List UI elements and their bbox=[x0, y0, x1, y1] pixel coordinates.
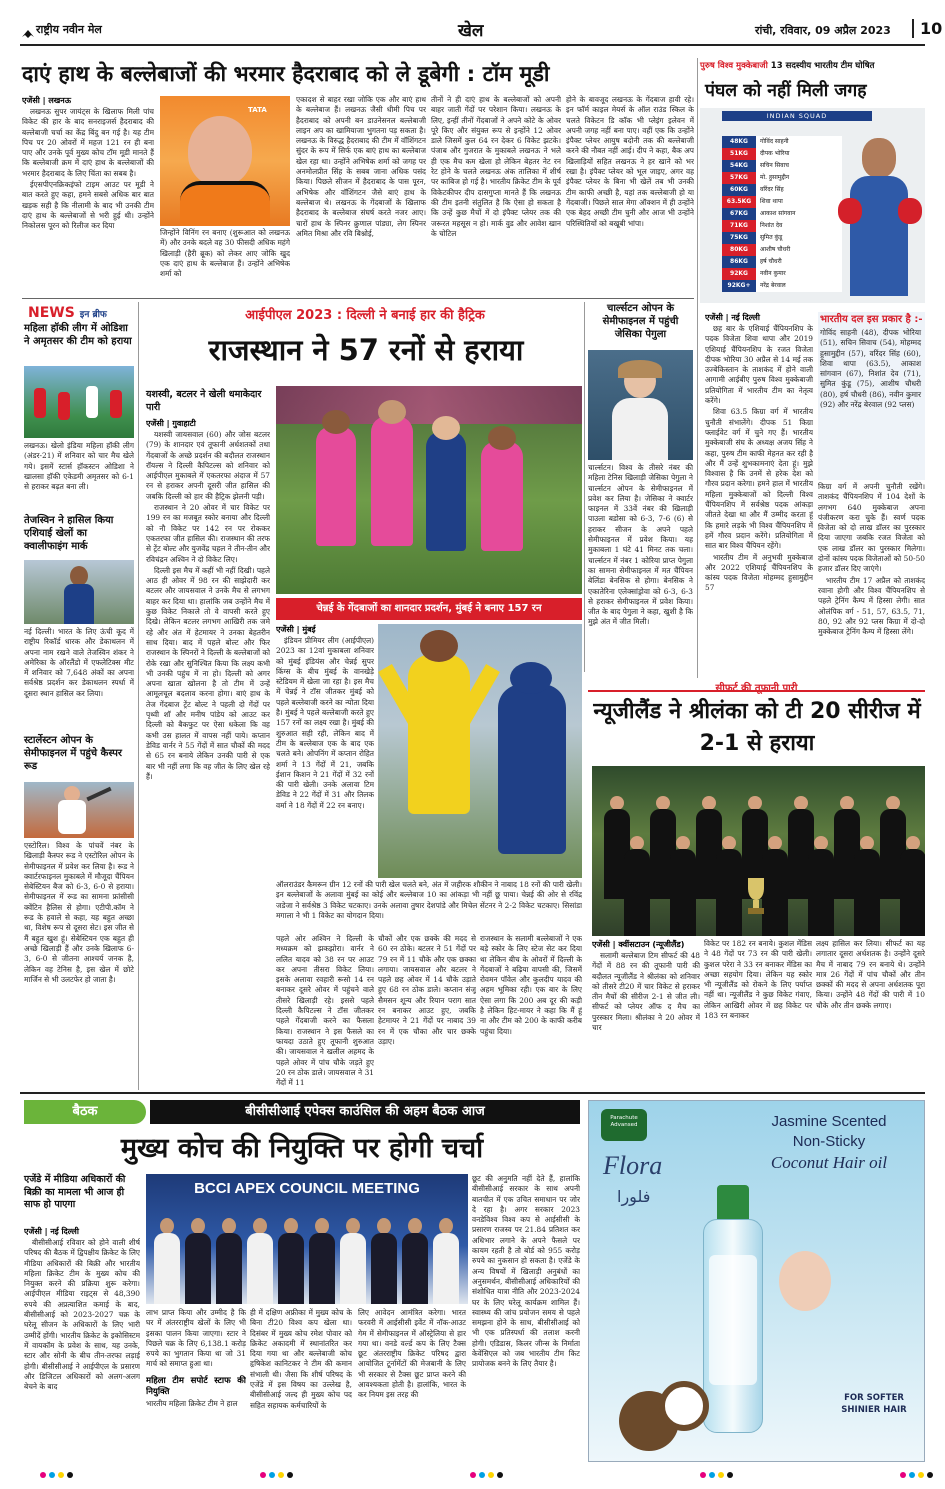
bcci-person-figure bbox=[309, 1218, 335, 1304]
lead-col-3 bbox=[296, 95, 426, 295]
flora-hair-oil-ad bbox=[588, 1100, 925, 1462]
registration-dot bbox=[709, 1472, 715, 1478]
nz-col-3 bbox=[816, 939, 925, 1089]
news-in-brief-label bbox=[28, 302, 133, 320]
woman-illustration bbox=[759, 1241, 849, 1361]
bcci-person-figure bbox=[185, 1218, 211, 1304]
page-number: 10 bbox=[912, 19, 942, 38]
boxing-text-4: किग्रा वर्ग में अपनी चुनौती रखेंगे। ताशकंद चैंपियनशिप में 104 देशों के लगभग 640 मुक्केबाज अपना पंजीकरण करा चुके हैं। स्वर्ण पदक विजेता को दो लाख डॉलर का पुरस्कार दिया जाएगा जबकि रजत विजेता को एक लाख डॉलर का पुरस्कार मिलेगा। दोनों कांस्य पदक विजेताओं को 50-50 हजार डॉलर दिए जाएंगे। bbox=[818, 482, 925, 574]
section-name: खेल bbox=[458, 21, 484, 41]
squad-row bbox=[722, 244, 842, 256]
bcci-side-title: एजेंडे में मीडिया अधिकारों की बिक्री का मामला भी आज ही साफ हो पाएगा bbox=[24, 1174, 126, 1210]
brief-2-body: नई दिल्ली। भारत के लिए ऊंची कूद में राष्ट्रीय रिकॉर्ड धारक और डेकाथलन में अपना नाम रखने वाले तेजस्विन शंकर ने अमेरिका के ऑरलैंडो में एफलेटिक्स मीट में शनिवार को 7,648 अंकों का अपना सर्वश्रेष्ठ प्रदर्शन कर डेकाथलन स्पर्धा में दूसरा स्थान हासिल कर लिया। bbox=[24, 627, 134, 698]
nz-text-1: सलामी बल्लेबाज टिम सीफर्ट की 48 गेंदों में 88 रन की तूफानी पारी की बदौलत न्यूजीलैंड ने श्रीलंका को शनिवार को तीसरे टी20 में चार विकेट से हराकर तीन मैचों की सीरीज 2-1 से जीत ली। सीफर्ट को प्लेयर ऑफ द मैच का पुरस्कार मिला। श्रीलंका ने 20 ओवर में चार bbox=[592, 951, 700, 1033]
squad-name: शिवा थापा bbox=[756, 196, 842, 208]
registration-dot bbox=[40, 1472, 46, 1478]
ad-line-1: Jasmine Scented bbox=[771, 1113, 887, 1130]
nz-col-2 bbox=[704, 939, 812, 1089]
boxing-col-1 bbox=[705, 312, 813, 672]
registration-dot bbox=[918, 1472, 924, 1478]
coconut-illustration bbox=[619, 1371, 709, 1451]
bcci-people bbox=[146, 1174, 468, 1304]
squad-name: निशांत देव bbox=[756, 220, 842, 232]
squad-weight: 57KG bbox=[722, 172, 756, 184]
lead-text-2: जिन्होंने विनिंग रन बनाए (शुरूआत को लखनऊ में) और उनके बदले वह 30 फीसदी अधिक महंगे खिलाड़ी (हैरी ब्रूक) को लेकर आए जोकि खुद एक दाएं हाथ के बल्लेबाज हैं। उन्होंने अभिषेक शर्मा को bbox=[160, 228, 290, 279]
charleston-headline: चार्ल्सटन ओपन के सेमीफाइनल में पहुंची जेसिका पेगुला bbox=[602, 303, 679, 340]
squad-name: दीपक भोरिया bbox=[756, 148, 842, 160]
bcci-person-figure bbox=[216, 1218, 242, 1304]
bcci-person-figure bbox=[371, 1218, 397, 1304]
bcci-text-2: लाभ प्राप्त किया और उम्मीद है कि घर में अंतरराष्ट्रीय खेलों के लिए भी इसका पालन किया जाएगा। स्टार ने पिछले चक्र के लिए 6,138.1 करोड़ रुपये का भुगतान किया था जो 31 मार्च को समाप्त हुआ था। bbox=[146, 1308, 246, 1369]
squad-weight: 54KG bbox=[722, 160, 756, 172]
mumbai-text-1: इंडियन प्रीमियर लीग (आईपीएल) 2023 का 12वां मुकाबला शनिवार को मुंबई इंडियंस और चेन्नई सुपर किंग्स के बीच मुंबई के वानखेड़े स्टेडियम में खेला जा रहा है। इस मैच में चेन्नई ने टॉस जीतकर मुंबई को पहले बल्लेबाजी करने का न्योता दिया है। मुंबई ने पहले बल्लेबाजी करते हुए 157 रनों का लक्ष्य रखा है। मुंबई की शुरुआत सही रही, लेकिन बाद में टीम के बल्लेबाज एक के बाद एक चलते बने। ओपनिंग में कप्तान रोहित शर्मा ने 13 गेंदों में 21, जबकि ईशान किशन ने 21 गेंदों में 32 रनों की पारी खेली। उनके अलावा टिम डेविड ने 22 गेंदों में 31 और तिलक वर्मा ने 18 गेंदों में 22 रन बनाए। bbox=[276, 636, 374, 810]
nz-text-3: लक्ष्य हासिल कर लिया। सीफर्ट का यह लगातार दूसरा अर्धशतक है। उन्होंने दूसरे मैच में नाबाद 79 रन बनाये थे। उन्होंने मात्र 26 गेंदों में पांच चौकों और तीन छक्कों की मदद से अपना अर्धशतक पूरा किया। उन्होंने 48 गेंदों की पारी में 10 चौके और तीन छक्के लगाए। bbox=[816, 939, 925, 1010]
lead-divider bbox=[22, 298, 694, 299]
squad-row bbox=[722, 268, 842, 280]
nz-kicker: सीफर्ट की तूफानी पारी bbox=[715, 683, 798, 694]
lead-headline: दाएं हाथ के बल्लेबाजों की भरमार हैदराबाद को ले डूबेगी : टॉम मूडी bbox=[22, 62, 550, 87]
squad-row bbox=[722, 148, 842, 160]
boxing-label-row bbox=[700, 60, 925, 74]
nz-text-2: विकेट पर 182 रन बनाये। कुशल मेंडिस ने 48 गेंदों पर 73 रन की पारी खेली। कुशल परेरा ने 33 रन बनाकर मेंडिस का अच्छा सहयोग दिया। लेकिन यह स्कोर भी न्यूजीलैंड को रोकने के लिए पर्याप्त नहीं था। न्यूजीलैंड ने कुछ विकेट गंवाए, लेकिन आखिरी ओवर में छह विकेट पर 183 रन बनाकर bbox=[704, 939, 812, 1021]
ipl-text-3: चौकों और एक छक्के की मदद से 60 रन ठोके। बटलर ने 51 गेंदों पर 79 रन में 11 चौके और एक छक्का लगाया। जायसवाल और बटलर ने पहले छह ओवर में 14 चौके उड़ाते हुए 68 रन ठोक डाले। कप्तान संजू सैमसन शून्य और रियान पराग सात रन बनाकर आउट हुए, जबकि हेटमायर ने 21 गेंदों पर नाबाद 39 रन में एक चौका और चार छक्के उड़ाए। bbox=[378, 934, 476, 1046]
nz-player-figure bbox=[714, 836, 744, 936]
nz-kicker-bar bbox=[588, 676, 925, 692]
bcci-person-figure bbox=[433, 1218, 459, 1304]
squad-row bbox=[722, 220, 842, 232]
squad-name: नरेंद्र बेरवाल bbox=[756, 280, 842, 292]
nz-player-figure bbox=[668, 836, 698, 936]
mumbai-banner bbox=[276, 598, 582, 620]
registration-dot bbox=[727, 1472, 733, 1478]
lead-col-5 bbox=[566, 95, 694, 295]
bcci-photo-caption: BCCI APEX COUNCIL MEETING bbox=[194, 1180, 420, 1197]
bcci-kicker-text: बीसीसीआई एपेक्स काउंसिल की अहम बैठक आज bbox=[245, 1104, 485, 1119]
dateline: रांची, रविवार, 09 अप्रैल 2023 bbox=[755, 24, 891, 37]
registration-dot bbox=[909, 1472, 915, 1478]
bcci-kicker bbox=[150, 1100, 580, 1124]
ipl-text-1: यशस्वी जायसवाल (60) और जोस बटलर (79) के शानदार एवं तूफानी अर्धशतकों तथा गेंदबाजों के अच्छे प्रदर्शन की बदौलत राजस्थान रॉयल्स ने दिल्ली कैपिटल्स को शनिवार को आईपीएल मुकाबले में एकतरफा अंदाज में 57 रन से हराकर अपनी दूसरी जीत हासिल की जबकि दिल्ली को हार की हैट्रिक झेलनी पड़ी। bbox=[146, 430, 270, 501]
parachute-logo bbox=[601, 1109, 647, 1141]
squad-name: मो. हुसामुद्दीन bbox=[756, 172, 842, 184]
registration-dot bbox=[67, 1472, 73, 1478]
mumbai-text-3: राजस्थान के सलामी बल्लेबाजों ने एक बड़े स्कोर के लिए स्टेज सेट कर दिया था लेकिन बीच के ओवरों में दिल्ली के गेंदबाजों ने बढ़िया वापसी की, जिसमें रोवमन पॉवेल और कुलदीप यादव की अहम भूमिका रही। एक बार के लिए ऐसा लगा कि 200 अब दूर की कड़ी है लेकिन हिट-मायर ने कहा कि मैं हूं ना और टीम को 200 के काफी करीब पहुंचा दिया। bbox=[480, 934, 582, 1036]
squad-weight: 48KG bbox=[722, 136, 756, 148]
squad-row bbox=[722, 256, 842, 268]
squad-weight: 51KG bbox=[722, 148, 756, 160]
news-label: NEWS bbox=[28, 305, 75, 321]
squad-row bbox=[722, 136, 842, 148]
ad-brand: Flora bbox=[603, 1151, 663, 1180]
nz-player-figure bbox=[806, 836, 836, 936]
ipl-col-1 bbox=[146, 418, 270, 1108]
ad-tagline-1: FOR SOFTER bbox=[844, 1393, 904, 1403]
registration-dot bbox=[269, 1472, 275, 1478]
bcci-person-figure bbox=[340, 1218, 366, 1304]
registration-dot bbox=[479, 1472, 485, 1478]
nz-byline: एजेंसी | क्वींसटाउन (न्यूजीलैंड) bbox=[592, 940, 685, 949]
pegula-photo bbox=[588, 350, 693, 460]
nz-headline: न्यूजीलैंड ने श्रीलंका को टी 20 सीरीज में 2-1 से हराया bbox=[593, 699, 921, 756]
squad-row bbox=[722, 280, 842, 292]
bcci-text-5: छूट की अनुमति नहीं देते हैं, हालांकि बीसीसीआई सरकार के साथ अपनी बातचीत में एक उचित समाधान पर जोर दे रहा है। अगर सरकार 2023 वनडेविश्व विश्व कप से आईसीसी के प्रसारण राजस्व पर 21.84 प्रतिशत कर अधिभार लगाने के अपने फैसले पर कायम रहती है तो बोर्ड को 955 करोड़ रुपये का नुकसान हो सकता है। एजेंडे के अन्य विषयों में खिलाड़ी अनुबंधों का अनुसमर्थन, बीसीसीआई अधिकारियों की संशोधित यात्रा नीति और 2023-2024 घर के लिए घरेलू कार्यक्रम शामिल हैं। स्वास्थ्य की जांच प्रयोजन समय से पहले समझना होने के साथ, बीसीसीआई को भी एक प्रतिस्पर्धा की तलाश करनी होगी। एडिडास, किलर जीन्स के निर्माता केवेंसिएल को जब भारतीय टीम किट प्रायोजक बनने के लिए तैयार है। bbox=[472, 1174, 580, 1369]
ad-line-2: Non-Sticky bbox=[792, 1133, 866, 1150]
registration-dot bbox=[927, 1472, 933, 1478]
bcci-byline: एजेंसी | नई दिल्ली bbox=[24, 1227, 79, 1236]
boxing-text-1: छह बार के एशियाई चैंपियनशिप के पदक विजेता शिवा थापा और 2019 एशियाई चैंपियनशिप के रजत विजेता दीपक भोरिया 30 अप्रैल से 14 मई तक उज्बेकिस्तान के ताशकंद में होने वाली आगामी आईबीए पुरुष विश्व मुक्केबाजी प्रतियोगिता में भारतीय टीम का नेतृत्व करेंगे। bbox=[705, 324, 813, 406]
nz-player-figure bbox=[898, 836, 925, 936]
paper-name: राष्ट्रीय नवीन मेल bbox=[36, 23, 102, 36]
squad-row bbox=[722, 232, 842, 244]
bcci-tag bbox=[24, 1100, 146, 1124]
boxing-team-box bbox=[818, 312, 925, 480]
squad-row bbox=[722, 184, 842, 196]
ipl-text-1b: राजस्थान ने 20 ओवर में चार विकेट पर 199 रन का मजबूत स्कोर बनाया और दिल्ली को नौ विकेट पर 142 रन पर रोककर एकतरफा जीत हासिल की। राजस्थान की तरफ से ट्रेंट बोल्ट और युजवेंद्र चहल ने तीन-तीन और रविचंद्रन अश्विन ने दो विकेट लिए। bbox=[146, 503, 270, 564]
registration-dot bbox=[287, 1472, 293, 1478]
squad-title: INDIAN SQUAD bbox=[722, 111, 872, 121]
squad-row bbox=[722, 196, 842, 208]
squad-weight: 92KG bbox=[722, 268, 756, 280]
registration-dot bbox=[900, 1472, 906, 1478]
ipl-col-3 bbox=[378, 934, 476, 1110]
bcci-text-4: लिए आवेदन आमंत्रित करेगा। भारत फरवरी में आईसीसी इवेंट में नॉक-आउट गेम में सेमीफाइनल में ऑस्ट्रेलिया से हार गया था। वनडे वर्ल्ड कप के लिए टैक्स छूट अंतरराष्ट्रीय क्रिकेट परिषद द्वारा आयोजित टूर्नामेंटों की मेजबानी के लिए भी सरकार से टैक्स छूट प्राप्त करने की आवश्यकता होती है। हालांकि, भारत के कर नियम इस तरह की bbox=[358, 1308, 466, 1400]
bcci-sub-title: महिला टीम सपोर्ट स्टाफ की नियुक्ति bbox=[146, 1375, 246, 1397]
registration-dot bbox=[718, 1472, 724, 1478]
rajasthan-celebration-photo bbox=[276, 386, 582, 594]
lead-text-1: लखनऊ सुपर जायंट्स के खिलाफ मिली पांच विकेट की हार के बाद सनराइजर्स हैदराबाद की बल्लेबाजी चर्चा का केंद्र बिंदु बन गई है। यह टीम पिच पर 20 ओवरों में महज 121 रन ही बना पाए और उनके पूर्व मुख्य कोच टॉम मूडी मानते हैं कि बल्लेबाजी क्रम में दाएं हाथ के बल्लेबाजों की भरमार हैदराबाद के लिए चिंता का सबब है। bbox=[22, 107, 154, 178]
parachute-logo-text: Parachute Advansed bbox=[610, 1115, 638, 1128]
boxing-label: पुरुष विश्व मुक्केबाजी bbox=[700, 61, 768, 71]
boxing-team-title: भारतीय दल इस प्रकार है :- bbox=[820, 314, 923, 325]
squad-name: गोविंद साहनी bbox=[756, 136, 842, 148]
bcci-text-3: ही में दक्षिण अफ्रीका में मुख्य कोच के बिना टी20 विश्व कप खेला था। दिसंबर में मुख्य कोच रमेश पोवार को क्रिकेट अकादमी में स्थानांतरित कर दिया गया था और बल्लेबाजी कोच हृषिकेश कानिटकर ने टीम की कमान संभाली थी। जैसा कि शीर्ष परिषद के एजेंडे में इस विषय का उल्लेख है, बीसीसीआई जल्द ही मुख्य कोच पद सहित सहायक कर्मचारियों के bbox=[250, 1308, 352, 1410]
ipl-col-2 bbox=[276, 934, 374, 1110]
squad-name: नवीन कुमार bbox=[756, 268, 842, 280]
boxing-byline: एजेंसी | नई दिल्ली bbox=[705, 313, 760, 322]
bcci-person-figure bbox=[154, 1218, 180, 1304]
bcci-person-figure bbox=[247, 1218, 273, 1304]
boxing-text-3: भारतीय टीम में अनुभवी मुक्केबाज और 2022 एशियाई चैंपियनशिप के कांस्य पदक विजेता मोहम्मद हुसामुद्दीन 57 bbox=[705, 552, 813, 593]
tejaswin-photo bbox=[24, 560, 134, 624]
mumbai-col-3 bbox=[480, 934, 582, 1110]
squad-weight: 80KG bbox=[722, 244, 756, 256]
paper-logo-icon bbox=[22, 24, 34, 34]
tom-moody-photo: TATA bbox=[160, 96, 290, 226]
lead-text-1b: ईएसपीएनक्रिकइंफो टाइम आउट पर मूडी ने बात करते हुए कहा, हमने सबसे अधिक बार बात खड़क सही है कि नीलामी के बाद भी उनकी टीम दाएं हाथ के बल्लेबाजों से भरी हुई थी। उन्होंने निकोलस पूरन को रिलीज कर दिया bbox=[22, 180, 154, 231]
lead-text-4: तीनों ने ही दाएं हाथ के बल्लेबाजों को अपनी बाहर जाती गेंदों पर परेशान किया। लखनऊ के लिए, इन्हीं तीनों गेंदबाजों ने अपने कोटे के ओवर पूरे किए और संयुक्त रूप से इन्होंने 12 ओवर डाले जिसमें कुल 64 रन देकर 6 विकेट झटके। पंजाब और गुजरात के मुकाबले लखनऊ ने भले ही एक मैच कम खेला हो लेकिन बेहतर नेट रन रेट होने के चलते लखनऊ अंक तालिका में शीर्ष पर काबिज हो गई है। भारतीय क्रिकेट टीम के पूर्व विकेटकीपर दीप दासगुप्ता मानते हैं कि लखनऊ की टीम इतनी संतुलित है कि ऐसा हो सकता है कि उन्हें कुछ मैचों में दो इंपैक्ट प्लेयर तक की जरूरत महसूस न हो। मार्क वुड और आवेश खान के चोटिल bbox=[431, 95, 561, 238]
lead-byline: एजेंसी | लखनऊ bbox=[22, 96, 72, 105]
trophy-icon bbox=[742, 876, 770, 916]
squad-weight: 71KG bbox=[722, 220, 756, 232]
registration-dot bbox=[260, 1472, 266, 1478]
squad-list bbox=[722, 136, 842, 292]
mumbai-wide-text: ऑलराउंडर कैमरून ग्रीन 12 रनों की पारी खेल चलते बने, अंत में जहीरक शौकीन ने नाबाद 18 रनों की पारी खेली। इन बल्लेबाजों के अलावा मुंबई का कोई और बल्लेबाज 10 का आंकड़ा भी नहीं छू पाया। चेन्नई की ओर से रविंद्र जडेजा ने सर्वश्रेष्ठ 3 विकेट चटकाए। उनके अलावा तुषार देशपांडे और मिचेल सेंटनर ने 2-2 विकेट चटकाए। सिसांडा मगाला ने भी 1 विकेट का योगदान दिया। bbox=[276, 880, 582, 920]
squad-name: आकाश सांगवान bbox=[756, 208, 842, 220]
boxing-vertical-rule bbox=[697, 58, 698, 678]
lead-col-4 bbox=[431, 95, 561, 295]
brief-2-title: तेजस्विन ने हासिल किया एशियाई खेलों का क्वालीफाइंग मार्क bbox=[24, 515, 114, 552]
nz-team-photo bbox=[592, 766, 925, 936]
ipl-kicker bbox=[150, 304, 580, 324]
boxing-team-list: गोविंद साहनी (48), दीपक भोरिया (51), सचिन सिवाच (54), मोहम्मद हुसामुद्दीन (57), वरिंदर सिंह (60), शिवा थापा (63.5), आकाश सांगवान (67), निशांत देव (71), सुमित कुंडू (75), आशीष चौधरी (80), हर्ष चौधरी (86), नवीन कुमार (92) और नरेंद्र बेरवाल (92 प्लस) bbox=[820, 328, 921, 410]
bcci-col-5 bbox=[472, 1174, 580, 1462]
squad-row bbox=[722, 160, 842, 172]
nz-col-1 bbox=[592, 939, 700, 1089]
indian-squad-graphic bbox=[700, 108, 925, 303]
ad-line-3: Coconut Hair oil bbox=[770, 1153, 888, 1172]
brief-3-title: स्टार्लेस्टन ओपन के सेमीफाइनल में पहुंचे कैस्पर रूड bbox=[24, 735, 122, 772]
ipl-byline: एजेंसी | गुवाहाटी bbox=[146, 419, 196, 428]
squad-name: सुमित कुंडू bbox=[756, 232, 842, 244]
registration-dot bbox=[58, 1472, 64, 1478]
squad-name: आशीष चौधरी bbox=[756, 244, 842, 256]
boxer-photo bbox=[840, 138, 920, 298]
registration-dot bbox=[488, 1472, 494, 1478]
squad-name: सचिन सिवाच bbox=[756, 160, 842, 172]
registration-dot bbox=[49, 1472, 55, 1478]
ipl-kicker-text: आईपीएल 2023 : दिल्ली ने बनाई हार की हैट्रिक bbox=[245, 308, 485, 323]
bcci-col-4 bbox=[358, 1308, 466, 1462]
ipl-headline: राजस्थान ने 57 रनों से हराया bbox=[208, 333, 524, 367]
squad-weight: 67KG bbox=[722, 208, 756, 220]
nz-player-figure bbox=[852, 836, 882, 936]
mumbai-chennai-photo bbox=[378, 624, 582, 878]
squad-row bbox=[722, 172, 842, 184]
brief-3-body: एस्टोरिल। विश्व के पांचवें नंबर के खिलाड़ी कैस्पर रूड ने एस्टोरिल ओपन के सेमीफाइनल में प्रवेश कर लिया है। रूड ने क्वार्टरफाइनल मुकाबले में मौजूदा चैंपियन सेबेस्टियन बैज को 6-3, 6-0 से हराया। सेमीफाइनल में रूड का सामना फ्रांसीसी क्वेंटिन हैलिस से होगा। एटीपी.कॉम ने रूड के हवाले से कहा, यह बहुत अच्छा था, विशेष रूप से दूसरा सेट। इस जीत से मैं बहुत खुश हूं। सेबेस्टियन एक बहुत ही अच्छे खिलाड़ी हैं और उनके खिलाफ 6-3, 6-0 से जीतना आश्चर्य जनक है, लेकिन वह टेनिस है, इस खेल में छोटे मार्जिन से भी उलटफेर हो जाता है। bbox=[24, 841, 134, 984]
registration-dot bbox=[278, 1472, 284, 1478]
bcci-meeting-photo bbox=[146, 1174, 468, 1304]
boxing-text-2: शिवा 63.5 किग्रा वर्ग में भारतीय चुनौती संभालेंगे। दीपक 51 किग्रा फ्लाईवेट वर्ग में चुने गए हैं। भारतीय मुक्केबाजी संघ के अध्यक्ष अजय सिंह ने कहा, पुरुष टीम काफी मेहनत कर रही है और मैं उन्हें शुभकामनाएं देता हूं। मुझे विश्वास है कि उनमें से हरेक देश को गौरव प्रदान करेगा। हमने हाल में भारतीय महिला मुक्केबाजों को दिल्ली विश्व चैंपियनशिप में सर्वश्रेष्ठ पदक आंकड़ा जीतते देखा था और मैं उम्मीद करता हूं कि हमारे लड़के भी विश्व चैंपियनशिप में हमें गौरव प्रदान करेंगे। प्रतियोगिता में सात बार विश्व चैंपियन रहेंगे। bbox=[705, 407, 813, 551]
registration-dot bbox=[470, 1472, 476, 1478]
boxing-headline: पंघल को नहीं मिली जगह bbox=[705, 81, 867, 101]
ipl-text-1c: दिल्ली इस मैच में कहीं भी नहीं दिखी। पहले आठ ही ओवर में 98 रन की साझेदारी कर बटलर और जायसवाल ने उनके मैच से लगभग बाहर कर दिया था। हालांकि जब उन्होंने मैच में कुछ विकेट निकाले तो वे वापसी करते हुए दिखे। लेकिन बटलर लगभग आखिरी तक जमे रहे और अंत में हेटमायर ने उनका बेहतरीन साथ दिया। बाद में पहले बोल्ट और फिर राजस्थान के स्पिनरों ने दिल्ली के बल्लेबाजों को रोके रखा और सुनिश्चित किया कि लक्ष्य कभी भी उनकी पहुंच में ना हो। दिल्ली को अगर अपना खाता खोलना है तो टीम में उन्हें आमूलचूल बदलाव करना होगा। बाएं हाथ के तेज गेंदबाज ट्रेंट बोल्ट ने पहली दो गेंदों पर पृथ्वी शॉ और मनीष पांडेय को आउट कर दिल्ली को बैकफुट पर ऐसा धकेला कि वह कभी उस हालत में वापस नहीं पाये। कप्तान डेविड वार्नर ने 55 गेंदों में सात चौकों की मदद से 65 रन बनाये लेकिन उनकी पारी से एक बार भी नहीं लगा कि वह जीत के लिए खेल रहे हैं। bbox=[146, 565, 270, 781]
casper-ruud-photo bbox=[24, 782, 134, 838]
bcci-headline: मुख्य कोच की नियुक्ति पर होगी चर्चा bbox=[120, 1133, 484, 1164]
registration-dot bbox=[700, 1472, 706, 1478]
squad-weight: 60KG bbox=[722, 184, 756, 196]
boxing-text-5: भारतीय टीम 17 अप्रैल को ताशकंद रवाना होगी और विश्व चैंपियनशिप से पहले ट्रेनिंग कैम्प में हिस्सा लेगी। सात ओलंपिक वर्ग - 51, 57, 63.5, 71, 80, 92 और 92 प्लस किग्रा में दो-दो मुक्केबाज ट्रेनिंग कैम्प में हिस्सा लेंगे। bbox=[818, 575, 925, 637]
ad-brand-urdu: فلورا bbox=[617, 1187, 651, 1206]
charleston-vertical-rule bbox=[584, 302, 585, 672]
brief-label: इन ब्रीफ bbox=[79, 310, 107, 320]
bcci-person-figure bbox=[278, 1218, 304, 1304]
ad-tagline-2: SHINIER HAIR bbox=[841, 1405, 907, 1415]
section-divider bbox=[20, 1092, 925, 1094]
squad-weight: 86KG bbox=[722, 256, 756, 268]
mumbai-banner-text: चेन्नई के गेंदबाजों का शानदार प्रदर्शन, मुंबई ने बनाए 157 रन bbox=[316, 603, 542, 614]
bcci-col-1 bbox=[24, 1226, 140, 1462]
ipl-text-2: पहले ओर अश्विन ने दिल्ली के मध्यक्रम को झकझोरा। वार्नर ने ललित यादव को 38 रन पर आउट कर अपना तीसरा विकेट लिया। इसके अलावा रवहारी रूसो 14 रन बनाकर दूसरे ओवर में पहुंचने वाले तीसरे खिलाड़ी रहे। इससे पहले दिल्ली कैपिटल्स ने टॉस जीतकर पहले गेंदबाजी करने का फैसला किया। राजस्थान ने इस फैसले का फायदा उठाते हुए तूफानी शुरुआत की। जायसवाल ने खलील अहमद के पहले ओवर में पांच चौके जड़ते हुए 20 रन ठोक डाले। जायसवाल ने 31 गेंदों में 11 bbox=[276, 934, 374, 1088]
squad-weight: 63.5KG bbox=[722, 196, 756, 208]
squad-row bbox=[722, 208, 842, 220]
bcci-person-figure bbox=[402, 1218, 428, 1304]
bcci-col-2 bbox=[146, 1308, 246, 1462]
lead-col-2 bbox=[160, 228, 290, 296]
hockey-photo bbox=[24, 366, 134, 438]
boxing-col-2 bbox=[818, 482, 925, 672]
lead-text-3: एकादश से बाहर रखा जोकि एक और बाएं हाथ के बल्लेबाज हैं। लखनऊ जैसी धीमी पिच पर हैदराबाद को अपनी बन डाउनेसनल बल्लेबाजी लाइन अप का खामियाजा भुगतना पड़ सकता है। लखनऊ के विरुद्ध हैदराबाद की टीम में वॉशिंगटन सुंदर के रूप में सिर्फ एक बाएं हाथ का बल्लेबाज खेल रहा था। उन्होंने अभिषेक शर्मा को जगह पर अनमोलप्रीत सिंह के सबब जाना अधिक पसंद किया। पिछले सीजन में हैदराबाद के पास पूरन, अभिषेक और वॉशिंगटन जैसे बाएं हाथ के बल्लेबाज थे। लखनऊ के गेंदबाजों के खिलाफ हैदराबाद के बल्लेबाज संघर्ष करते नजर आए। चारों हाथ के स्पिनर क्रुणाल पांड्या, लेग स्पिनर अमित मिश्रा और रवि बिश्नोई, bbox=[296, 95, 426, 238]
squad-weight: 75KG bbox=[722, 232, 756, 244]
bcci-text-2b: भारतीय महिला क्रिकेट टीम ने हाल bbox=[146, 1398, 238, 1408]
bcci-tag-text: बैठक bbox=[72, 1104, 98, 1119]
squad-name: हर्ष चौधरी bbox=[756, 256, 842, 268]
hair-oil-bottle bbox=[699, 1185, 767, 1435]
brief-vertical-rule bbox=[138, 302, 139, 1090]
boxing-subtitle: 13 सदस्यीय भारतीय टीम घोषित bbox=[770, 61, 875, 71]
nz-player-figure bbox=[622, 836, 652, 936]
brief-1-body: लखनऊ। खेलो इंडिया महिला हॉकी लीग (अंडर-21) में शनिवार को चार मैच खेले गये। इसमें स्टार्स हॉकस्टन ओडिशा ने खालसा हॉकी एकेडमी अमृतसर को 6-1 से हराकर बढ़त बना ली। bbox=[24, 441, 134, 492]
lead-col-1 bbox=[22, 95, 154, 295]
lead-text-5: होने के बावजूद लखनऊ के गेंदबाज हावी रहे। इन फॉर्म काइल मेयर्स के ऑल राउंड स्किल के चलते विकेटन डि कॉक भी प्लेइंग इलेवन में अपनी जगह नहीं बना पाए। वहीं एक कि उन्होंने इंपैक्ट प्लेयर आयुष बदोनी तक की बल्लेबाजी करने की नौबत नहीं आई। दीप ने कहा, बैक अप खिलाड़ियों सहित लखनऊ ने हर खाने को भर रखा है। इंपैक्ट प्लेयर को भूल जाइए, अगर वह इंपैक्ट प्लेयर के बिना भी खेलें तब भी उनकी टीम काफी अच्छी है, यहां तक बल्लेबाजी हो या गेंदबाजी। पिछले साल मेगा ऑक्शन में ही उन्होंने एक बेहद अच्छी टीम चुनी और आज भी उन्होंने परिस्थितियों को बखूबी भांपा। bbox=[566, 95, 694, 228]
masthead bbox=[20, 18, 943, 46]
bcci-col-3 bbox=[250, 1308, 352, 1462]
squad-name: वरिंदर सिंह bbox=[756, 184, 842, 196]
mumbai-col-1 bbox=[276, 624, 374, 878]
mumbai-byline: एजेंसी | मुंबई bbox=[276, 625, 316, 634]
registration-dot bbox=[497, 1472, 503, 1478]
brief-1-title: महिला हॉकी लीग में ओडिशा ने अमृतसर की टीम को हराया bbox=[24, 323, 132, 347]
bcci-text-1: बीसीसीआई रविवार को होने वाली शीर्ष परिषद की बैठक में द्विपक्षीय क्रिकेट के लिए मीडिया अधिकारों की बिक्री और भारतीय महिला क्रिकेट टीम के मुख्य कोच की नियुक्त करने की प्रक्रिया शुरू करेगा। आईपीएल मीडिया राइट्स से 48,390 रुपये की अप्रत्याशित कमाई के बाद, बीसीसीआई को 2023-2027 चक्र के घरेलू सीजन के अधिकारों के लिए भारी उम्मीदें होंगी। भारतीय क्रिकेट के इकोसिस्टम में वायकॉम के प्रवेश के साथ, यह उनके, स्टार और सोनी के बीच तीन-तरफा लड़ाई होगी। बीसीसीआई ने आईपीएल के प्रसारण और डिजिटल अधिकारों को अलग-अलग बेचने के बाद bbox=[24, 1238, 140, 1392]
squad-weight: 92KG+ bbox=[722, 280, 756, 292]
ipl-subhead: यशस्वी, बटलर ने खेली धमाकेदार पारी bbox=[146, 389, 262, 413]
charleston-body: चार्ल्सटन। विश्व के तीसरे नंबर की महिला टेनिस खिलाड़ी जेसिका पेगुला ने चार्ल्सटन ओपन के सेमीफाइनल में प्रवेश कर लिया है। जेसिका ने क्वार्टर फाइनल में 33वें नंबर की खिलाड़ी पाउला बडोसा को 6-3, 7-6 (6) से हराकर सीजन के अपने पहले सेमीफाइनल में प्रवेश किया। यह मुकाबला 1 घंटे 41 मिनट तक चला। चार्ल्सटन में नंबर 1 कोरिया प्राप्त पेगुला का सामना सेमीफाइनल में मत चैंपियन बेलिंडा बेनसिक से होगा। बेनसिक ने एकातेरिना एलेक्सांड्रोवा को 6-3, 6-3 से हराकर सेमीफाइनल में प्रवेश किया। जीत के बाद पेगुला ने कहा, खुशी है कि मुझे अंत में जीत मिली। bbox=[588, 463, 693, 627]
